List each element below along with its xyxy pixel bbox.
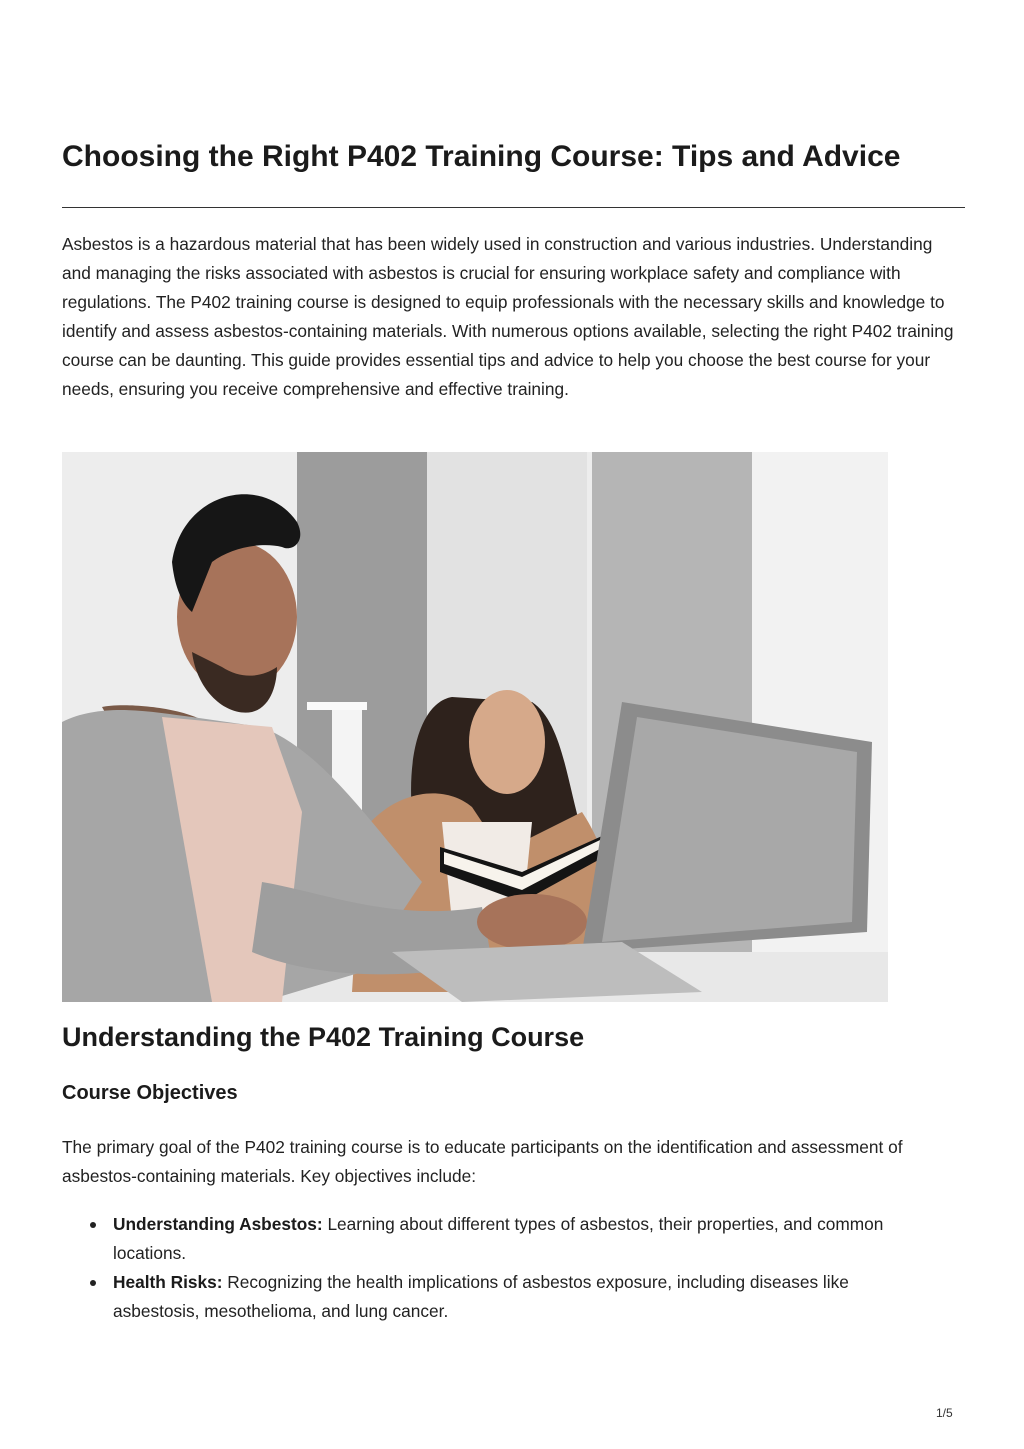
intro-paragraph: Asbestos is a hazardous material that has been widely used in construction and various industries. Understanding and managing the risks associated with asbestos is crucial for ensuring workplace safety and compliance with regulations. The P402 training course is designed to equip professionals with the necessary skills and knowledge to identify and assess asbestos-containing materials. With numerous options available, selecting the right P402 training course can be daunting. This guide provides essential tips and advice to help you choose the best course for your needs, ensuring you receive comprehensive and effective training. [62,234,954,399]
section-heading: Understanding the P402 Training Course [62,1022,585,1052]
list-item-term: Understanding Asbestos: [113,1214,323,1234]
list-item-text: Recognizing the health implications of asbestos exposure, including diseases like asbestosis, mesothelioma, and lung cancer. [113,1272,849,1321]
objectives-paragraph: The primary goal of the P402 training course is to educate participants on the identification and assessment of asbestos-containing materials. Key objectives include: [62,1137,903,1186]
list-item [62,1268,913,1326]
bullet-icon [90,1222,96,1228]
list-item-term: Health Risks: [113,1272,223,1292]
list-item [62,1210,913,1268]
page-number: 1/5 [936,1406,953,1420]
subsection-heading: Course Objectives [62,1082,238,1104]
title-divider [62,207,965,208]
objectives-list [62,1210,962,1326]
people-at-laptop-photo [62,452,888,1002]
page-title: Choosing the Right P402 Training Course: Tips and Advice [62,140,901,173]
bullet-icon [90,1280,96,1286]
list-item-text: Learning about different types of asbestos, their properties, and common locations. [113,1214,884,1263]
